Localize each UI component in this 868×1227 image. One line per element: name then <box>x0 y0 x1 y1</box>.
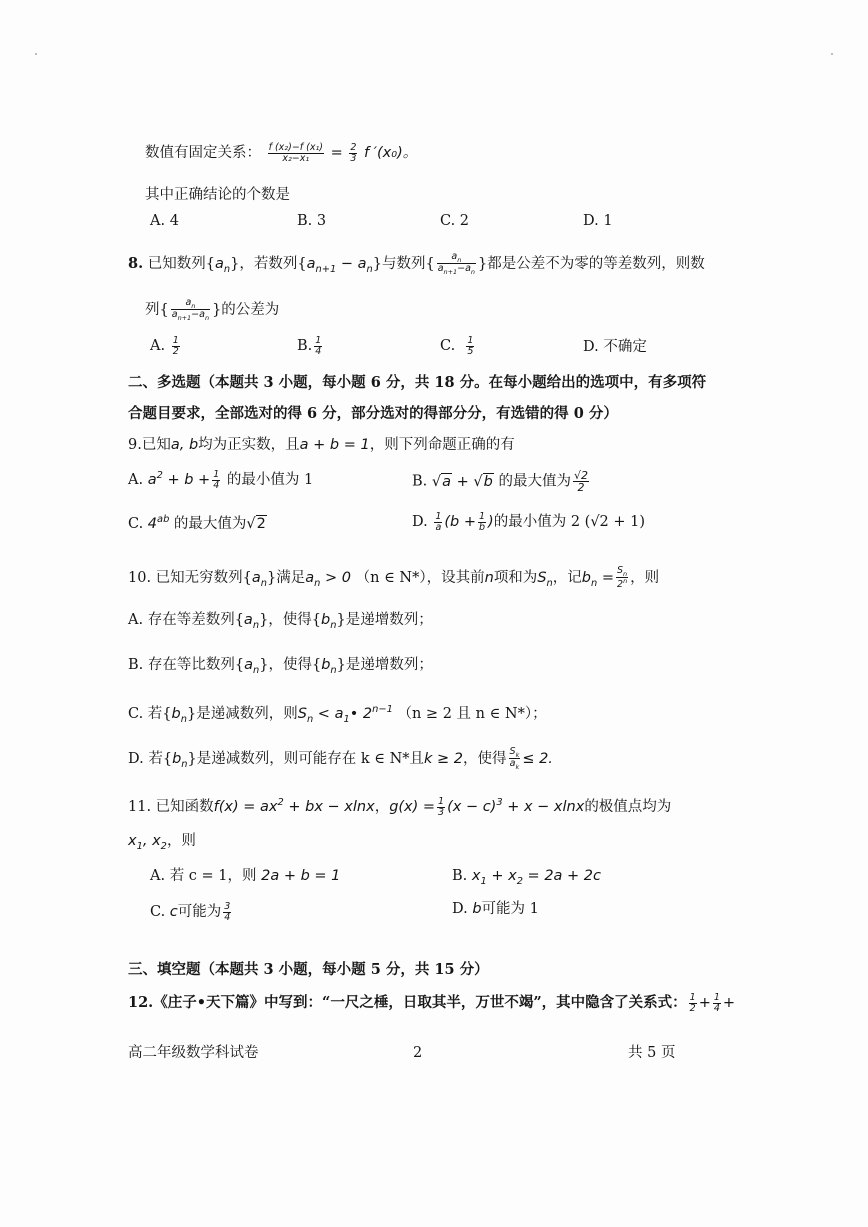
scan-speck <box>35 53 37 55</box>
q11-stem: 11. 已知函数$f(x) = ax^2$ + bx − xlnx，g(x) = $\frac{1}{3}$ $(x - c)^3 + x - xlnx$的极值点均为 <box>128 796 672 818</box>
q7-option-c: C. 2 <box>440 213 470 229</box>
footer-total-pages: 共 5 页 <box>628 1045 676 1061</box>
q10-option-d: D. 若$\{b_n\}$是递减数列，则可能存在 k ∈ N*且k ≥ 2，使得 $\frac{S_k}{a_k}$ ≤ 2. <box>128 746 553 772</box>
q7-option-a: A. 4 <box>150 213 179 229</box>
q7-fraction: $\frac{\text{f (x₂)−f (x₁)}}{\text{x₂−x₁}}$ <box>268 142 323 164</box>
q8-ratio-fraction: $\frac{a_n}{a_{n+1}-a_n}$ <box>437 251 476 277</box>
q10-option-c: C. 若$\{b_n\}$是递减数列，则$S_n$ < $a_1•$ $2^{n-1}$ （n ≥ 2 且 n ∈ N*）； <box>128 704 547 725</box>
q10-option-a: A. 存在等差数列$\{a_n\}$，使得$\{b_n\}$是递增数列； <box>128 612 433 631</box>
q8-stem-line2: 列{ $\frac{a_n}{a_{n+1}-a_n}$ }的公差为 <box>145 297 280 323</box>
q11-stem-line2: $x_1$, $x_2$，则 <box>128 833 196 852</box>
q7-prompt: 其中正确结论的个数是 <box>145 187 290 203</box>
q9-option-b: B. √a + √b 的最大值为 $\frac{√2}{2}$ <box>412 469 588 494</box>
q8-option-c: C. $\frac{1}{5}$ <box>440 335 474 357</box>
q9-stem: 9.已知a, b均为正实数，且a + b = 1，则下列命题正确的有 <box>128 437 515 453</box>
q7-relation-line: 数值有固定关系： $\frac{\text{f (x₂)−f (x₁)}}{\text{x₂−x₁}}$ = $\frac{2}{3}$ f ′(x₀)。 <box>145 142 418 164</box>
q11-option-d: D. b可能为 1 <box>452 901 539 917</box>
q8-option-b: B. $\frac{1}{4}$ <box>297 335 322 357</box>
q12-stem: 12.《庄子•天下篇》中写到：“一尺之棰，日取其半，万世不竭”，其中隐含了关系式： $\frac{1}{2}$ + $\frac{1}{4}$ + <box>128 992 736 1014</box>
q9-option-d: D. $\frac{1}{a}$ (b + $\frac{1}{b}$ )的最小值为 2 (√2 + 1) <box>412 511 646 533</box>
q9-option-c: C. $4^{ab}$ 的最大值为√2 <box>128 514 266 532</box>
q7-option-d: D. 1 <box>583 213 613 229</box>
section2-heading-line1: 二、多选题（本题共 3 小题，每小题 6 分，共 18 分。在每小题给出的选项中，有多项符 <box>128 374 707 391</box>
q8-option-a: A. $\frac{1}{2}$ <box>150 335 179 357</box>
section2-heading-line2: 合题目要求，全部选对的得 6 分，部分选对的得部分分，有选错的得 0 分） <box>128 405 618 422</box>
q7-two-thirds: $\frac{2}{3}$ <box>350 142 357 164</box>
q11-option-a: A. 若 c = 1，则 2a + b = 1 <box>150 868 341 884</box>
footer-title: 高二年级数学科试卷 <box>128 1045 259 1061</box>
footer-page-number: 2 <box>413 1045 423 1061</box>
q11-option-b: B. $x_1 + x_2 = 2a + 2c$ <box>452 868 601 887</box>
section3-heading: 三、填空题（本题共 3 小题，每小题 5 分，共 15 分） <box>128 961 489 978</box>
q11-option-c: C. c可能为 $\frac{3}{4}$ <box>150 901 231 923</box>
q7-option-b: B. 3 <box>297 213 327 229</box>
q9-option-a: A. $a^2 + b$ + $\frac{1}{4}$ 的最小值为 1 <box>128 469 314 491</box>
q10-option-b: B. 存在等比数列$\{a_n\}$，使得$\{b_n\}$是递增数列； <box>128 657 433 676</box>
q8-option-d: D. 不确定 <box>583 339 647 355</box>
q8-stem-line1: 8. 已知数列$\{a_n\}$，若数列$\{a_{n+1} - a_n\}$与数列{ $\frac{a_n}{a_{n+1}-a_n}$ }都是公差不为零的等差数列，则数 <box>128 251 705 277</box>
q8-ratio-fraction-2: $\frac{a_n}{a_{n+1}-a_n}$ <box>171 297 210 323</box>
q10-stem: 10. 已知无穷数列$\{a_n\}$满足$a_n > 0$ （n ∈ N*），设其前n项和为$S_n$，记$b_n$ = $\frac{S_n}{2^n}$ ，则 <box>128 565 660 591</box>
scan-speck <box>831 53 833 55</box>
